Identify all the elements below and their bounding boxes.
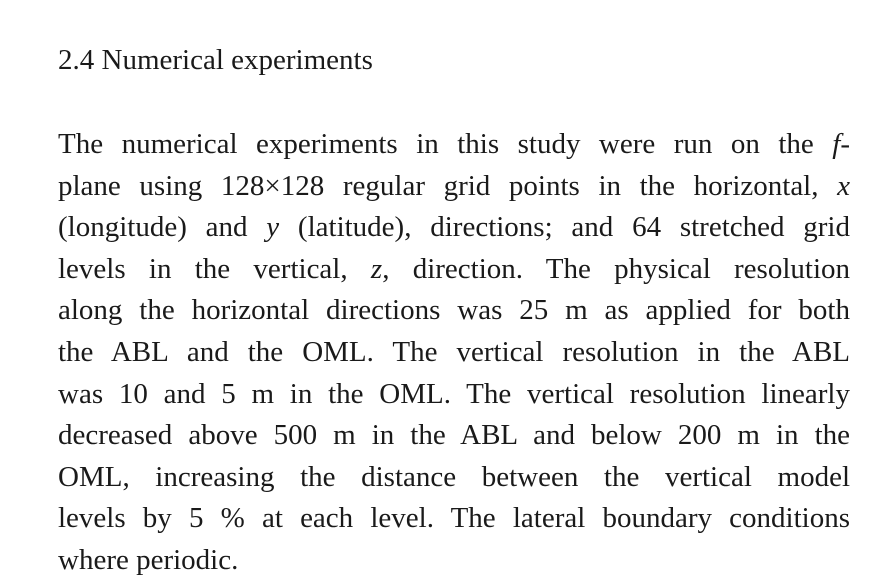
paragraph-line: (longitude) and y (latitude), directions; and 64 stretched grid: [58, 211, 850, 244]
math-var-x: x: [837, 169, 850, 202]
paragraph-line: OML, increasing the distance between the vertical model: [58, 460, 850, 493]
math-var-f: f: [832, 128, 841, 160]
paragraph-line: levels in the vertical, z, direction. The physical resolution: [58, 252, 851, 285]
paragraph-line: was 10 and 5 m in the OML. The vertical resolution linearly: [58, 377, 850, 410]
paragraph-line: along the horizontal directions was 25 m as applied for both: [58, 294, 850, 327]
paragraph-line: plane using 128×128 regular grid points in the horizontal, x: [58, 169, 850, 202]
paragraph-line: where periodic.: [58, 543, 239, 576]
math-var-y: y: [266, 211, 280, 244]
paragraph-line: the ABL and the OML. The vertical resolution in the ABL: [58, 335, 850, 368]
paragraph-line: The numerical experiments in this study were run on the f-: [58, 128, 850, 160]
paragraph-line: decreased above 500 m in the ABL and below 200 m in the: [58, 419, 850, 452]
math-var-z: z: [370, 252, 383, 285]
section-heading: 2.4 Numerical experiments: [58, 44, 373, 76]
body-paragraph: [58, 124, 850, 582]
document-page: [58, 0, 850, 579]
paragraph-line: levels by 5 % at each level. The lateral boundary conditions: [58, 502, 850, 535]
